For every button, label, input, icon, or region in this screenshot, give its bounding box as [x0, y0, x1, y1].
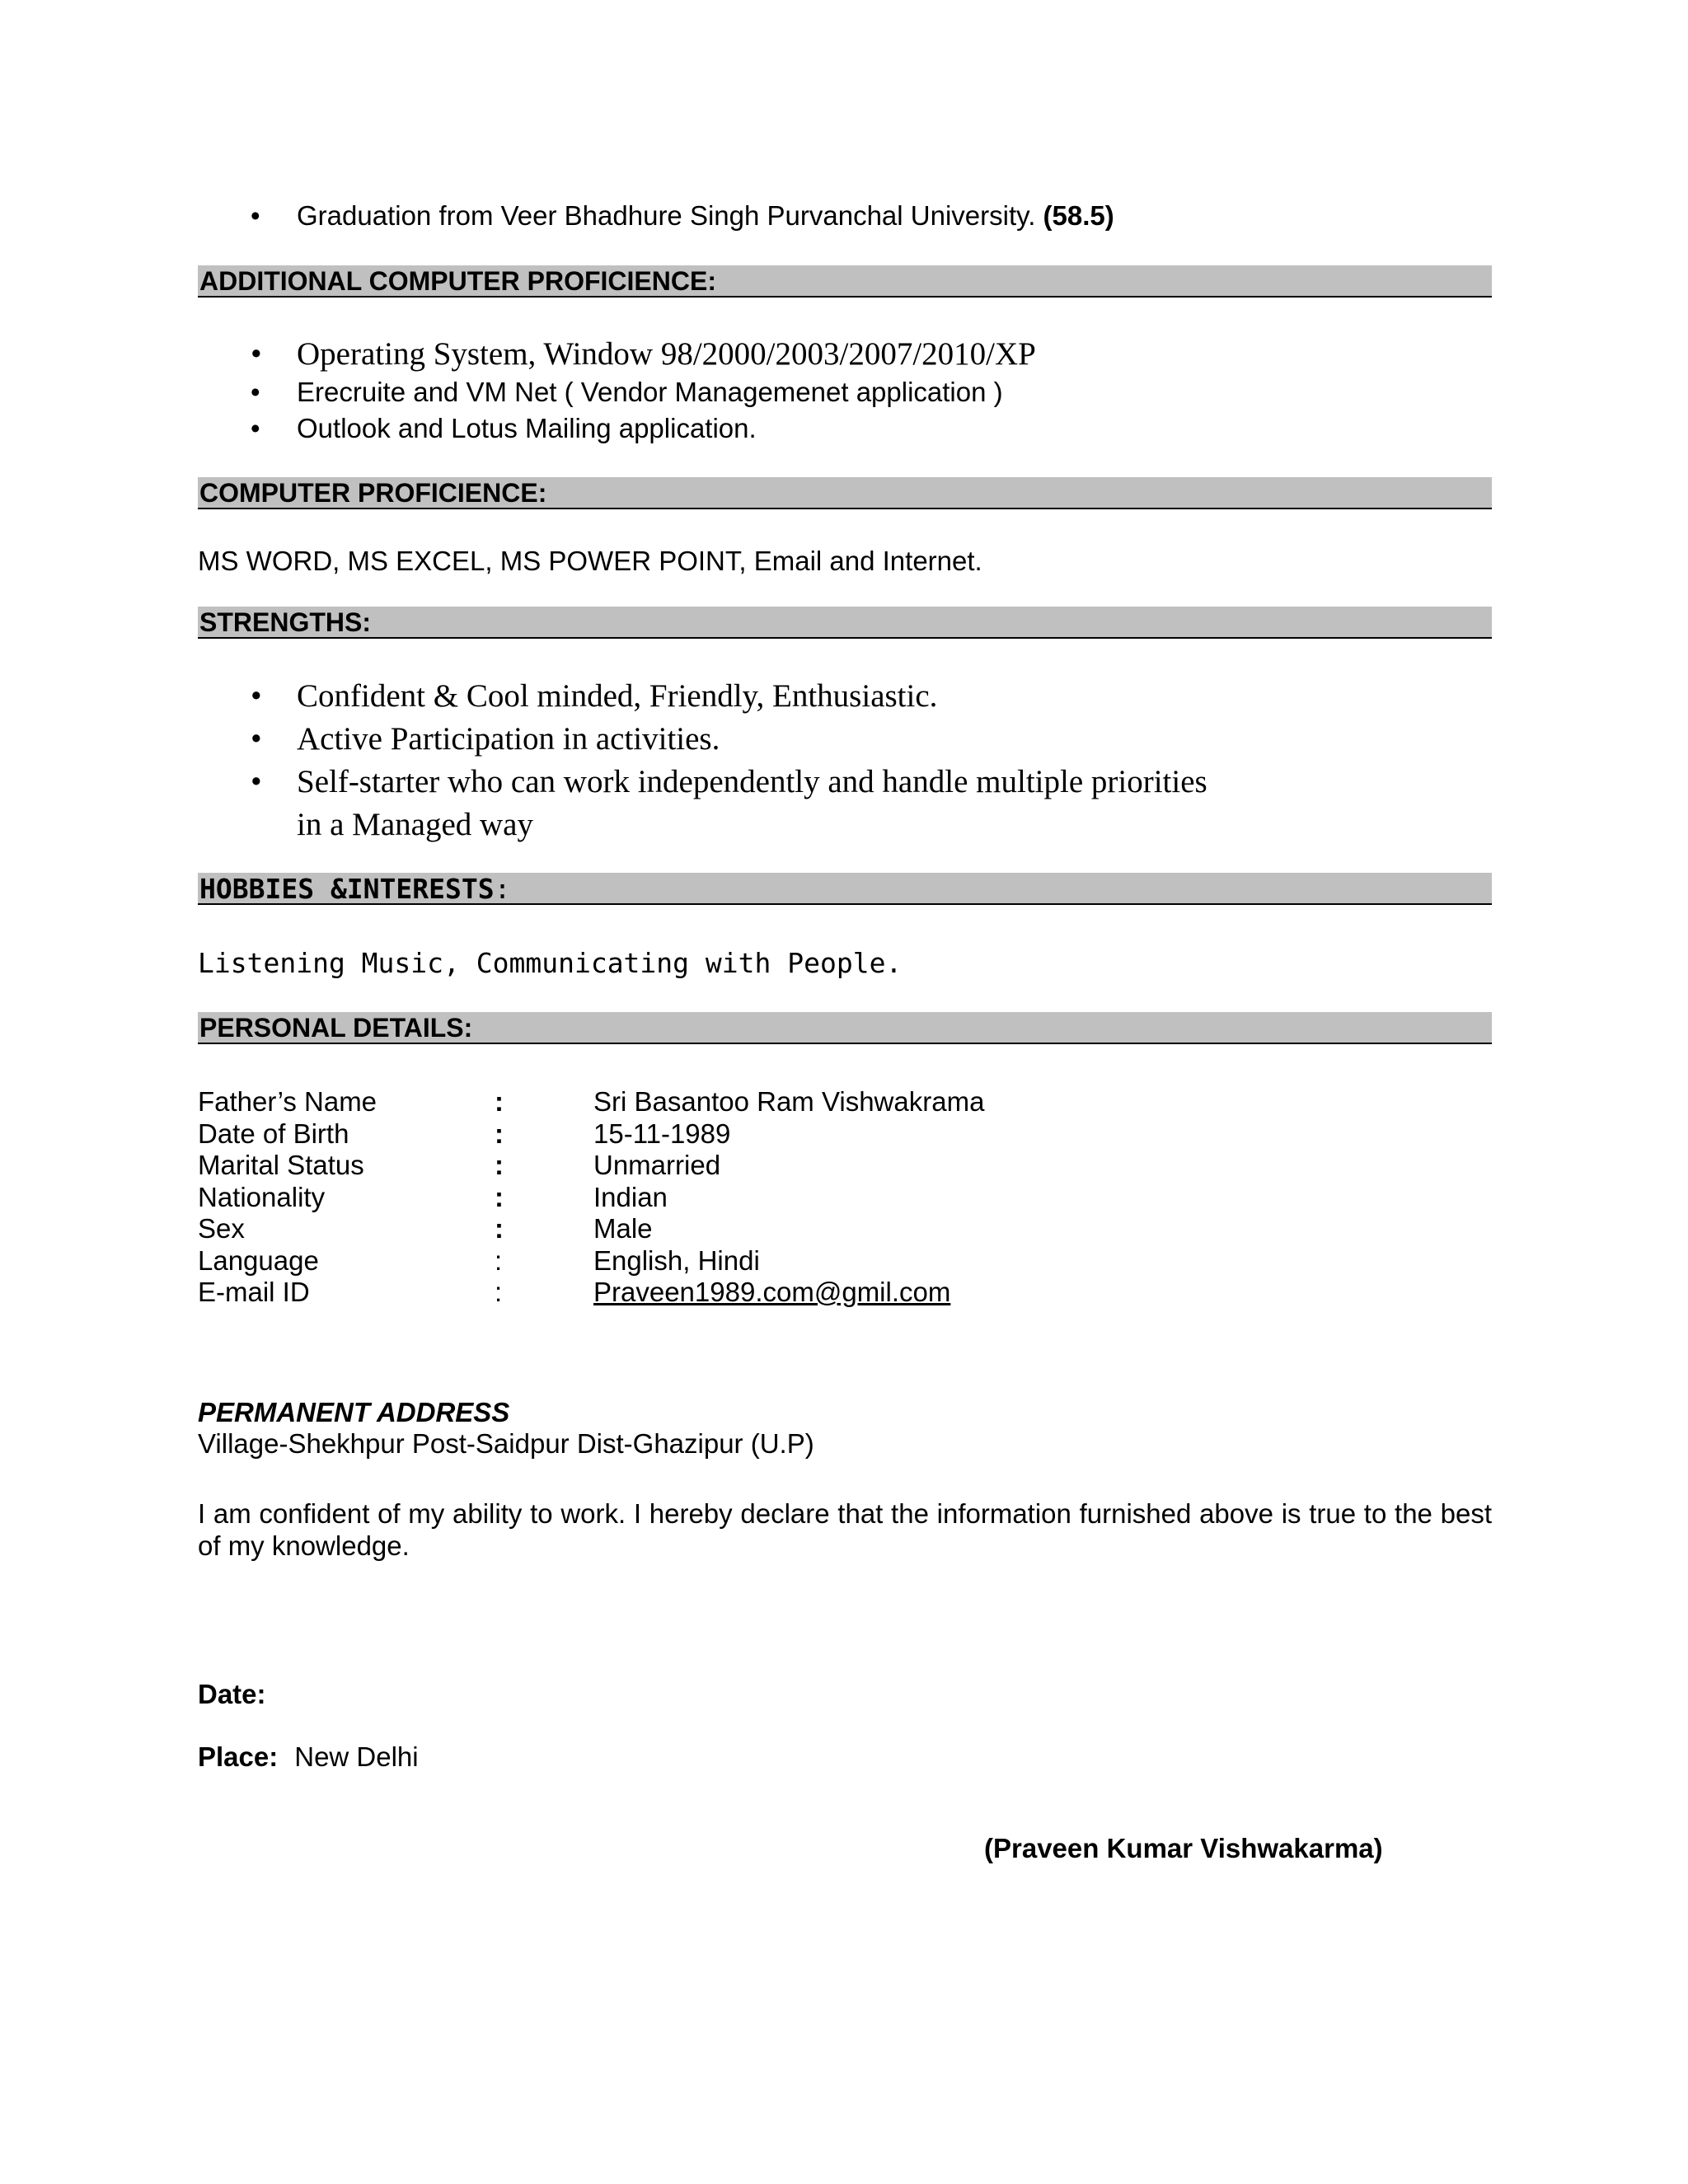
email-link[interactable]: Praveen1989.com@gmil.com — [593, 1277, 951, 1307]
list-item: • Self-starter who can work independently and handle multiple priorities in a Managed way — [198, 761, 1207, 846]
detail-value: 15-11-1989 — [593, 1118, 731, 1149]
detail-separator: : — [495, 1150, 504, 1180]
detail-label: Nationality — [198, 1181, 326, 1212]
signature-name: (Praveen Kumar Vishwakarma) — [984, 1833, 1383, 1863]
place-label: Place: — [198, 1741, 279, 1772]
list-item: • Operating System, Window 98/2000/2003/2007/2010/XP — [198, 335, 1036, 374]
table-row — [198, 1150, 984, 1182]
address-heading: PERMANENT ADDRESS — [198, 1397, 510, 1427]
table-row — [198, 1118, 984, 1151]
detail-separator: : — [495, 1277, 503, 1307]
additional-computer-list — [198, 335, 1036, 447]
hobbies-text: Listening Music, Communicating with People. — [198, 947, 903, 979]
table-row — [198, 1213, 984, 1245]
place-line — [198, 1741, 419, 1774]
detail-separator: : — [495, 1086, 504, 1117]
strengths-list — [198, 675, 1207, 846]
table-row — [198, 1086, 984, 1118]
address-text: Village-Shekhpur Post-Saidpur Dist-Ghazipur (U.P) — [198, 1428, 814, 1459]
detail-label: Language — [198, 1244, 319, 1276]
table-row — [198, 1277, 984, 1309]
date-label: Date: — [198, 1679, 266, 1709]
personal-heading: PERSONAL DETAILS: — [198, 1012, 1492, 1044]
place-value: New Delhi — [294, 1741, 419, 1772]
education-list — [198, 198, 1114, 234]
list-item: • Active Participation in activities. — [198, 718, 1207, 761]
additional-computer-heading: ADDITIONAL COMPUTER PROFICIENCE: — [198, 265, 1492, 298]
computer-text: MS WORD, MS EXCEL, MS POWER POINT, Email and Internet. — [198, 546, 982, 576]
detail-value: Indian — [593, 1181, 668, 1212]
table-row — [198, 1182, 984, 1214]
education-item: • Graduation from Veer Bhadhure Singh Purvanchal University. (58.5) — [198, 198, 1114, 234]
personal-details-table — [198, 1086, 984, 1309]
detail-separator: : — [495, 1213, 504, 1244]
list-item: • Erecruite and VM Net ( Vendor Managemenet application ) — [198, 374, 1036, 410]
detail-label: Marital Status — [198, 1150, 364, 1180]
detail-value: English, Hindi — [593, 1244, 760, 1276]
detail-label: Sex — [198, 1213, 245, 1244]
education-score: (58.5) — [1043, 200, 1114, 231]
declaration-text: I am confident of my ability to work. I hereby declare that the information furnished above is true to the best of my knowledge. — [198, 1498, 1492, 1561]
detail-separator: : — [495, 1118, 504, 1149]
computer-heading: COMPUTER PROFICIENCE: — [198, 477, 1492, 509]
detail-label: E-mail ID — [198, 1277, 310, 1307]
detail-separator: : — [495, 1244, 503, 1276]
detail-value: Male — [593, 1213, 653, 1244]
list-item: • Confident & Cool minded, Friendly, Enthusiastic. — [198, 675, 1207, 718]
list-item: • Outlook and Lotus Mailing application. — [198, 410, 1036, 447]
strengths-heading: STRENGTHS: — [198, 607, 1492, 639]
hobbies-heading: HOBBIES &INTERESTS: — [198, 873, 1492, 905]
detail-value: Sri Basantoo Ram Vishwakrama — [593, 1086, 985, 1117]
detail-label: Father’s Name — [198, 1086, 377, 1117]
detail-value: Unmarried — [593, 1150, 721, 1180]
detail-separator: : — [495, 1181, 504, 1212]
table-row — [198, 1245, 984, 1277]
detail-label: Date of Birth — [198, 1118, 349, 1149]
